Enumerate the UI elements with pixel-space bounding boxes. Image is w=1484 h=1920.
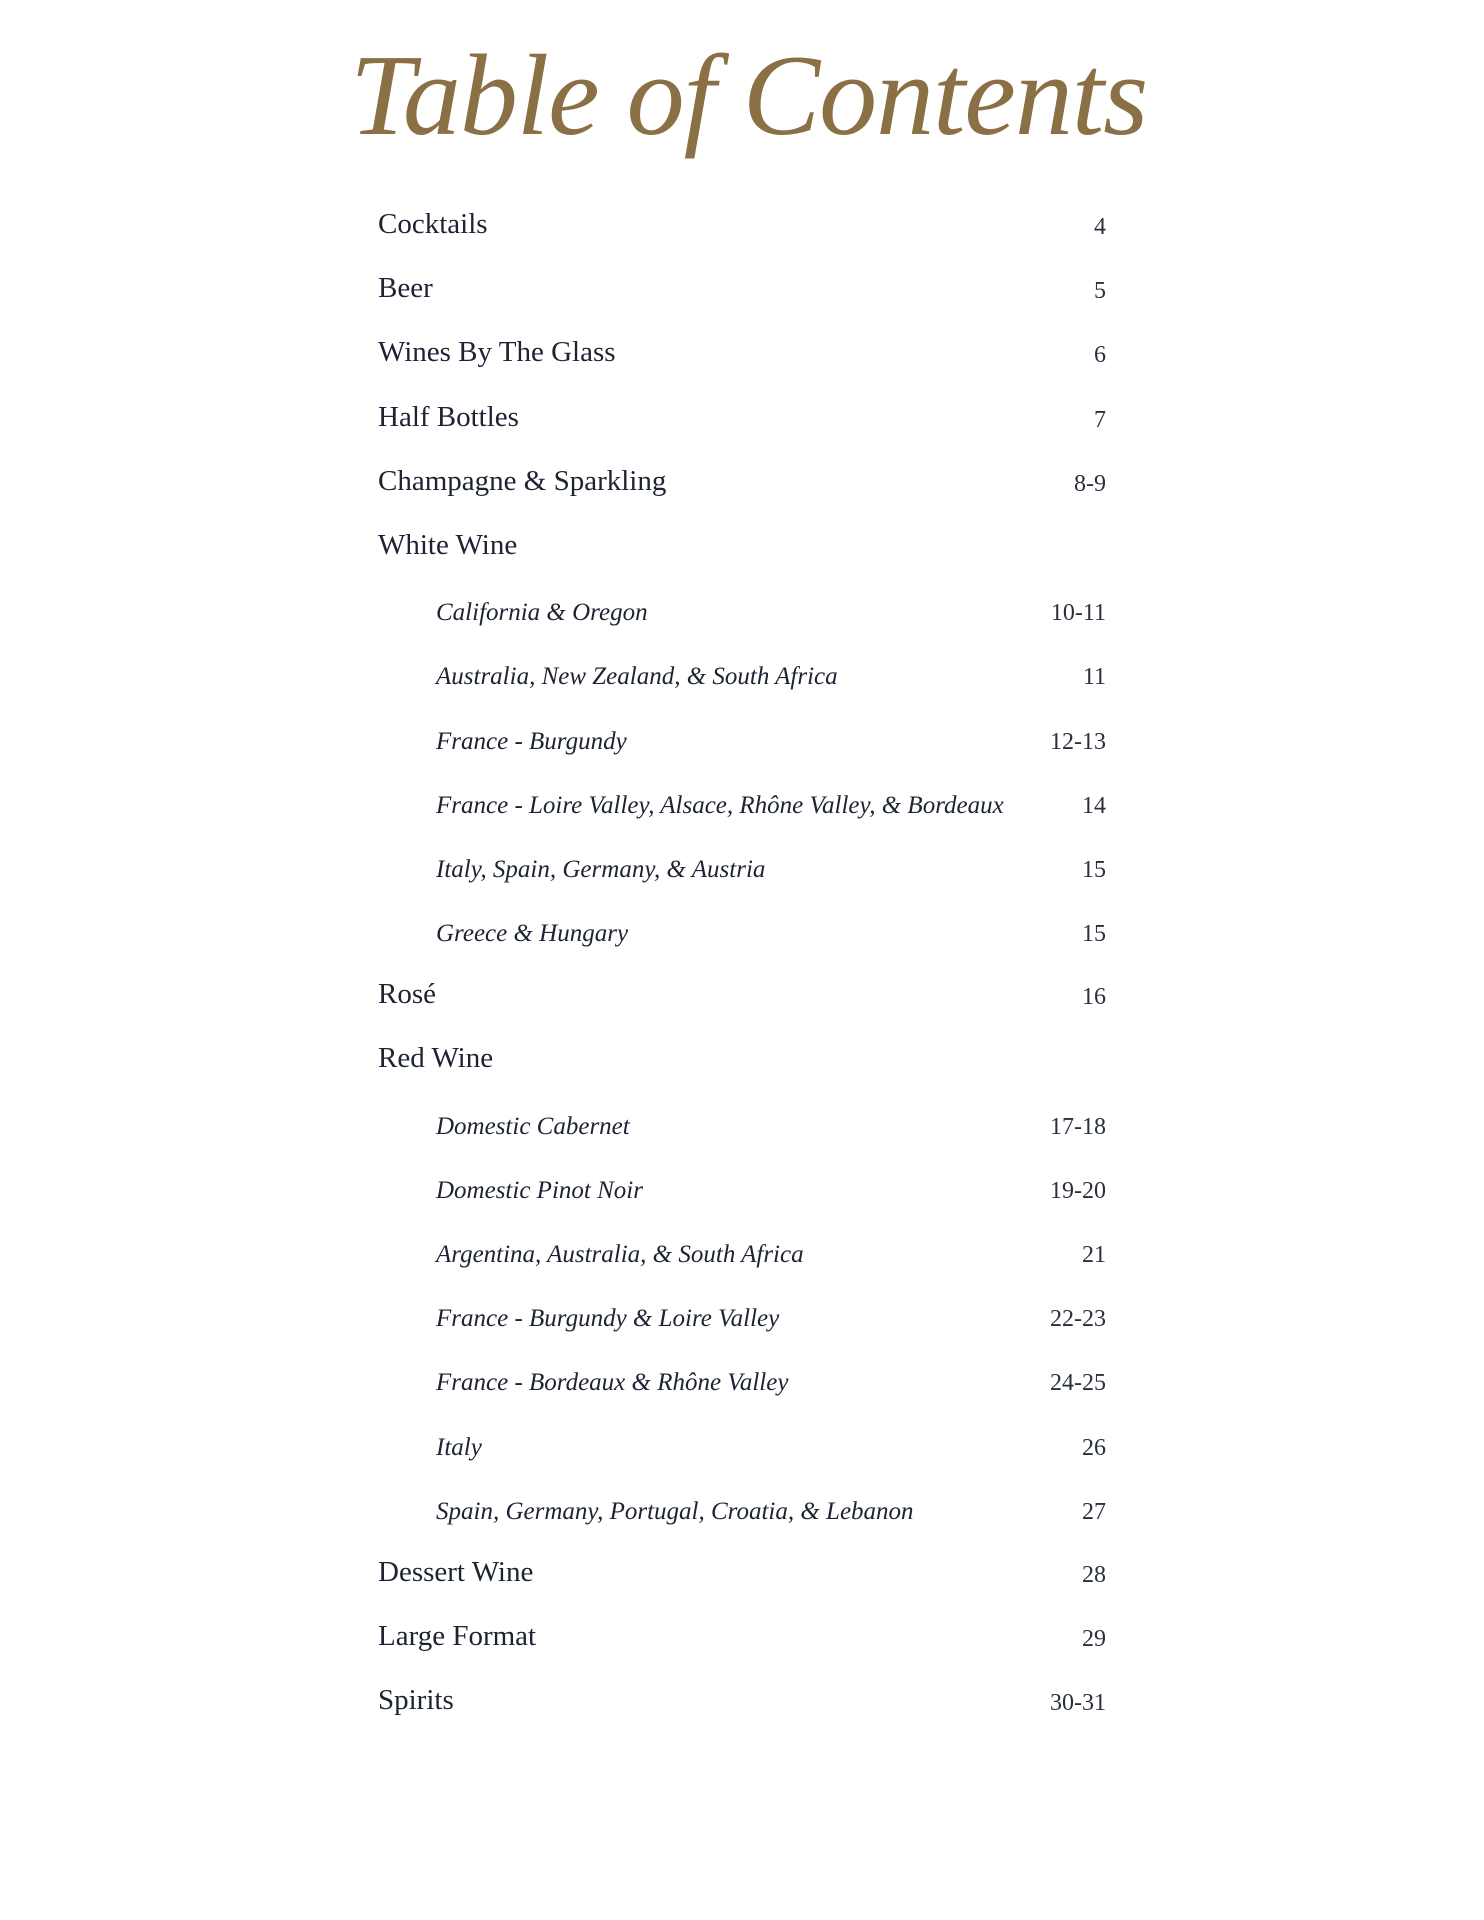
toc-entry-label: Rosé — [378, 978, 436, 1011]
toc-section-entry — [378, 262, 1106, 326]
toc-entry-page-number: 6 — [1094, 342, 1106, 369]
toc-entry-page-number: 24-25 — [1050, 1370, 1106, 1397]
toc-entry-label: Australia, New Zealand, & South Africa — [436, 663, 838, 691]
toc-subsection-entry — [378, 647, 1106, 711]
toc-entry-page-number: 19-20 — [1050, 1177, 1106, 1204]
toc-entry-label: Red Wine — [378, 1042, 494, 1075]
toc-entry-page-number: 12-13 — [1050, 728, 1106, 755]
toc-entry-label: Domestic Pinot Noir — [436, 1176, 643, 1204]
toc-entry-label: Domestic Cabernet — [436, 1112, 630, 1140]
toc-subsection-entry — [378, 904, 1106, 968]
toc-entry-label: France - Burgundy & Loire Valley — [436, 1305, 780, 1333]
toc-entry-page-number: 26 — [1082, 1434, 1106, 1461]
toc-subsection-entry — [378, 776, 1106, 840]
toc-entry-label: White Wine — [378, 528, 518, 561]
toc-section-entry — [378, 455, 1106, 519]
toc-section-entry — [378, 968, 1106, 1032]
toc-entry-page-number: 11 — [1082, 664, 1106, 691]
toc-entry-label: Large Format — [378, 1620, 537, 1653]
toc-section-entry — [378, 326, 1106, 390]
toc-section-entry — [378, 1674, 1106, 1738]
toc-subsection-entry — [378, 1418, 1106, 1482]
toc-entry-label: Beer — [378, 272, 433, 305]
toc-subsection-entry — [378, 840, 1106, 904]
toc-subsection-entry — [378, 1482, 1106, 1546]
toc-entry-page-number: 22-23 — [1050, 1306, 1106, 1333]
toc-entry-page-number: 29 — [1082, 1626, 1106, 1653]
toc-entry-page-number: 15 — [1082, 921, 1106, 948]
toc-entry-page-number: 28 — [1082, 1561, 1106, 1588]
toc-entry-page-number: 15 — [1082, 856, 1106, 883]
table-of-contents — [378, 198, 1106, 1739]
toc-entry-page-number: 30-31 — [1050, 1690, 1106, 1717]
toc-section-entry — [378, 519, 1106, 583]
toc-subsection-entry — [378, 1161, 1106, 1225]
toc-subsection-entry — [378, 1097, 1106, 1161]
toc-section-entry — [378, 1546, 1106, 1610]
toc-entry-page-number: 4 — [1094, 214, 1106, 240]
toc-section-entry — [378, 391, 1106, 455]
toc-entry-label: Argentina, Australia, & South Africa — [436, 1241, 804, 1268]
toc-entry-page-number: 7 — [1094, 406, 1106, 433]
toc-entry-label: France - Loire Valley, Alsace, Rhône Valley, & Bordeaux — [436, 791, 1004, 819]
toc-section-entry — [378, 198, 1106, 262]
toc-entry-page-number: 21 — [1082, 1242, 1106, 1268]
toc-entry-page-number: 16 — [1082, 984, 1106, 1011]
toc-entry-label: Italy — [436, 1433, 482, 1461]
toc-subsection-entry — [378, 1289, 1106, 1353]
toc-entry-label: Spirits — [378, 1684, 454, 1717]
page-title: Table of Contents — [350, 32, 1148, 160]
toc-entry-label: France - Bordeaux & Rhône Valley — [436, 1369, 789, 1397]
toc-entry-label: California & Oregon — [436, 599, 648, 627]
toc-entry-label: Greece & Hungary — [436, 920, 629, 948]
toc-entry-label: Wines By The Glass — [378, 336, 616, 369]
toc-entry-page-number: 14 — [1082, 792, 1106, 819]
toc-entry-label: Spain, Germany, Portugal, Croatia, & Lebanon — [436, 1497, 914, 1525]
toc-entry-page-number: 5 — [1094, 278, 1106, 305]
toc-entry-label: Cocktails — [378, 208, 488, 240]
toc-subsection-entry — [378, 583, 1106, 647]
toc-entry-label: Champagne & Sparkling — [378, 464, 667, 497]
toc-section-entry — [378, 1610, 1106, 1674]
toc-entry-label: France - Burgundy — [436, 727, 627, 755]
toc-entry-page-number: 10-11 — [1050, 600, 1106, 627]
toc-entry-label: Italy, Spain, Germany, & Austria — [436, 855, 766, 883]
toc-subsection-entry — [378, 712, 1106, 776]
toc-subsection-entry — [378, 1353, 1106, 1417]
toc-entry-page-number: 27 — [1082, 1498, 1106, 1525]
toc-entry-label: Dessert Wine — [378, 1555, 534, 1588]
toc-entry-page-number: 8-9 — [1074, 470, 1106, 497]
toc-entry-page-number: 17-18 — [1050, 1113, 1106, 1140]
toc-entry-label: Half Bottles — [378, 400, 519, 433]
toc-section-entry — [378, 1032, 1106, 1096]
toc-subsection-entry — [378, 1225, 1106, 1289]
